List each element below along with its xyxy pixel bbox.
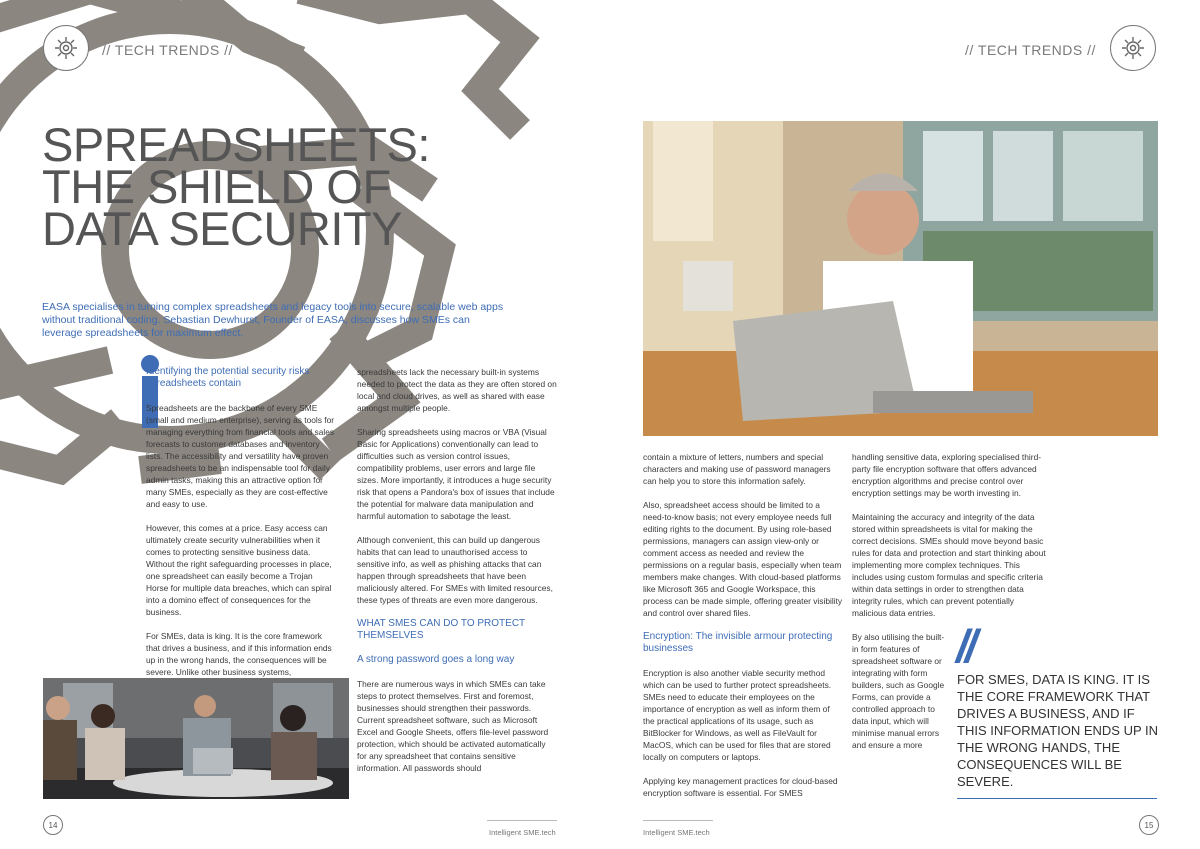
left-section-tag: // TECH TRENDS // <box>102 42 233 58</box>
drop-cap-heading: Identifying the potential security risks spreadsheets contain <box>146 366 310 389</box>
left-logo <box>43 25 89 71</box>
sub-heading: A strong password goes a long way <box>357 654 515 665</box>
col2-paragraph: Although convenient, this can build up dangerous habits that can lead to unauthorised access to sensitive info, as well as phishing attacks that can happen through spreadsheets that have been maliciously altered. For SMEs with limited resources, these types of threats are even more dangerous. <box>357 535 553 605</box>
title-line-1: SPREADSHEETS: <box>42 118 430 171</box>
pull-quote-rule <box>957 798 1157 799</box>
col1-paragraph: However, this comes at a price. Easy access can ultimately create security vulnerabilities when it comes to protecting sensitive business data. Without the right safeguarding processes in place, one spreadsheet can easily become a Trojan Horse for multiple data breaches, which can spiral into a domino effect of consequences for the business. <box>146 523 332 617</box>
pull-quote: FOR SMES, DATA IS KING. IT IS THE CORE FRAMEWORK THAT DRIVES A BUSINESS, AND IF THIS INFORMATION ENDS UP IN THE WRONG HANDS, THE CONSEQUENCES WILL BE SEVERE. <box>957 672 1159 789</box>
page-number-right: 15 <box>1139 815 1159 835</box>
col2-paragraph: Sharing spreadsheets using macros or VBA (Visual Basic for Applications) conventionally can lead to difficulties such as version control issues, compatibility problems, user errors and large file sizes. More importantly, it introduces a huge security risk that opens a Pandora's box of issues that include the potential for malware data manipulation and harmful automation to sabotage the least. <box>357 427 555 521</box>
col4-paragraph: handling sensitive data, exploring specialised third-party file encryption software that offers advanced encryption algorithms and precise control over encryption settings may be worth investing in. <box>852 452 1042 498</box>
page-number-left: 14 <box>43 815 63 835</box>
gear-circuit-icon <box>1118 33 1148 63</box>
title-line-3: DATA SECURITY <box>42 202 402 255</box>
right-logo <box>1110 25 1156 71</box>
col3-paragraph: Applying key management practices for cloud-based encryption software is essential. For SMES <box>643 776 838 798</box>
footer-brand-right: Intelligent SME.tech <box>643 828 710 837</box>
footer-rule <box>643 820 713 821</box>
standfirst: EASA specialises in turning complex spreadsheets and legacy tools into secure, scalable web apps without traditional coding. Sebastian Dewhurst, Founder of EASA, discusses how SMEs can leverage spreadsheets for maximum effect. <box>42 301 504 339</box>
footer-rule <box>487 820 557 821</box>
col3-paragraph: Encryption is also another viable security method which can be used to further protect spreadsheets. SMEs need to educate their employees on the importance of encryption as well as inform them of the practical applications of its usage, such as BitBlocker for Windows, as well as FileVault for MacOS, which can be used for files that are stored locally on computers or laptops. <box>643 668 832 762</box>
title-line-2: THE SHIELD OF <box>42 160 391 213</box>
meeting-photo <box>43 678 349 799</box>
column-3 <box>643 451 843 811</box>
article-title <box>42 118 562 255</box>
gear-circuit-icon <box>51 33 81 63</box>
quote-mark-icon: // <box>956 620 974 672</box>
col4-paragraph: Maintaining the accuracy and integrity of the data stored within spreadsheets is vital for making the correct decisions. SMEs should move beyond basic rules for data and protection and start thinking about implementing more complex techniques. This includes using custom formulas and specific criteria within data settings in order to strengthen data integrity rules, which can prevent potentially malicious data entries. <box>852 512 1046 618</box>
col2-paragraph: spreadsheets lack the necessary built-in systems needed to protect the data as they are often stored on local and cloud drives, as well as shared with ease amongst multiple people. <box>357 367 557 413</box>
column-1 <box>146 366 336 690</box>
column-2 <box>357 366 557 786</box>
col4-paragraph: By also utilising the built-in form features of spreadsheet software or integrating with form builders, such as Google Forms, can provide a controlled approach to data input, which will minimise manual errors and ensure a more <box>852 632 945 750</box>
col3-paragraph: Also, spreadsheet access should be limited to a need-to-know basis; not every employee needs full editing rights to the document. By using role-based permissions, managers can assign view-only or comment access as needed and review the permissions on a regular basis, especially when team members make changes. With cloud-based platforms like Microsoft 365 and Google Workspace, this process can be made simple, offering greater visibility and control over shared files. <box>643 500 843 618</box>
right-section-tag: // TECH TRENDS // <box>965 42 1096 58</box>
col2-paragraph: There are numerous ways in which SMEs can take steps to protect themselves. First and foremost, businesses should strengthen their passwords. Current spreadsheet software, such as Microsoft Excel and Google Sheets, offers file-level password protection, which should be activated automatically for any spreadsheet that contains sensitive information. All passwords should <box>357 679 549 773</box>
section-heading: WHAT SMES CAN DO TO PROTECT THEMSELVES <box>357 618 525 641</box>
section-heading: Encryption: The invisible armour protecting businesses <box>643 631 833 654</box>
col3-paragraph: contain a mixture of letters, numbers and special characters and making use of password managers can help you to store this information safely. <box>643 452 831 486</box>
footer-brand-left: Intelligent SME.tech <box>489 828 556 837</box>
man-laptop-photo <box>643 121 1158 436</box>
col1-paragraph: Spreadsheets are the backbone of every SME (small and medium enterprise), serving as tools for managing everything from financial tools and sales forecasts to customer databases and inventory lists. The accessibility and versatility have proven spreadsheets to be an indispensable tool for daily admin tasks, making this an attractive option for many SMEs, especially as they are cost-effective and easy to use. <box>146 403 335 509</box>
col1-paragraph: For SMEs, data is king. It is the core framework that drives a business, and if this information ends up in the wrong hands, the consequences will be severe. Unlike other business systems, <box>146 631 332 677</box>
